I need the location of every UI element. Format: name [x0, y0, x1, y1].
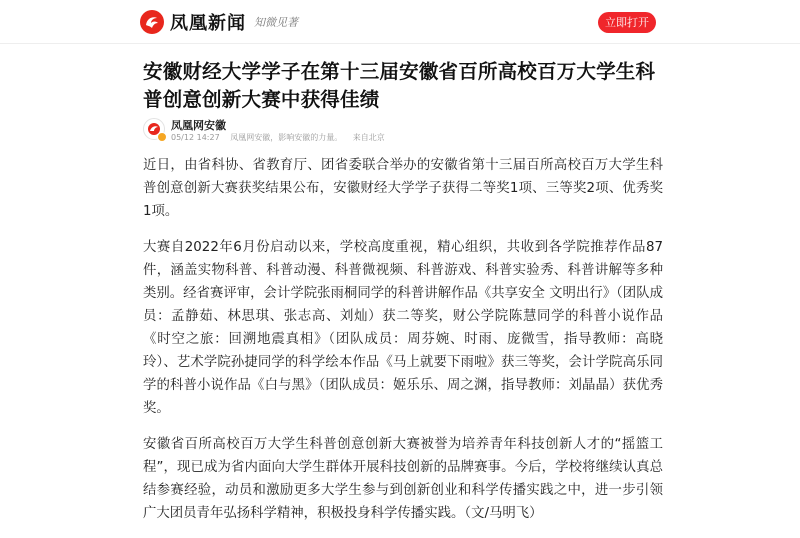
article	[143, 58, 663, 521]
paragraph: 大赛自2022年6月份启动以来，学校高度重视，精心组织，共收到各学院推荐作品87件，涵盖实物科普、科普动漫、科普微视频、科普游戏、科普实验秀、科普讲解等多种类别。经省赛评审，会计学院张雨桐同学的科普讲解作品《共享安全 文明出行》（团队成员：孟静茹、林思琪、张志高、刘灿）获二等奖，财公学院陈慧同学的科普小说作品《时空之旅：回溯地震真相》（团队成员：周芬婉、时雨、庞微雪，指导教师：高晓玲）、艺术学院孙捷同学的科学绘本作品《马上就要下雨啦》获三等奖，会计学院高乐同学的科普小说作品《白与黑》（团队成员：姬乐乐、周之渊，指导教师：刘晶晶）获优秀奖。	[143, 240, 663, 416]
brand-name: 凤凰新闻	[170, 13, 246, 34]
author-meta	[171, 132, 393, 143]
open-app-button[interactable]: 立即打开	[598, 12, 656, 33]
paragraph: 近日，由省科协、省教育厅、团省委联合举办的安徽省第十三届百所高校百万大学生科普创意创新大赛获奖结果公布，安徽财经大学学子获得二等奖1项、三等奖2项、优秀奖1项。	[143, 158, 663, 219]
paragraph: 安徽省百所高校百万大学生科普创意创新大赛被誉为培养青年科技创新人才的“摇篮工程”，现已成为省内面向大学生群体开展科技创新的品牌赛事。今后，学校将继续认真总结参赛经验，动员和激励更多大学生参与到创新创业和科学传播实践之中，进一步引领广大团员青年弘扬科学精神，积极投身科学传播实践。（文/马明飞）	[143, 437, 663, 521]
article-title: 安徽财经大学学子在第十三届安徽省百所高校百万大学生科普创意创新大赛中获得佳绩	[143, 60, 656, 111]
phoenix-logo-icon	[140, 10, 164, 34]
author-info	[143, 118, 663, 146]
author-description: 凤凰网安徽，影响安徽的力量。	[230, 133, 343, 142]
brand-logo[interactable]	[140, 9, 298, 35]
source-location: 来自北京	[352, 133, 385, 142]
top-header	[0, 0, 800, 44]
brand-slogan: 知微见著	[254, 16, 298, 29]
publish-date: 05/12 14:27	[171, 133, 220, 142]
verified-badge-icon	[157, 132, 167, 142]
author-name[interactable]: 凤凰网安徽	[171, 119, 226, 132]
article-body	[143, 154, 663, 538]
